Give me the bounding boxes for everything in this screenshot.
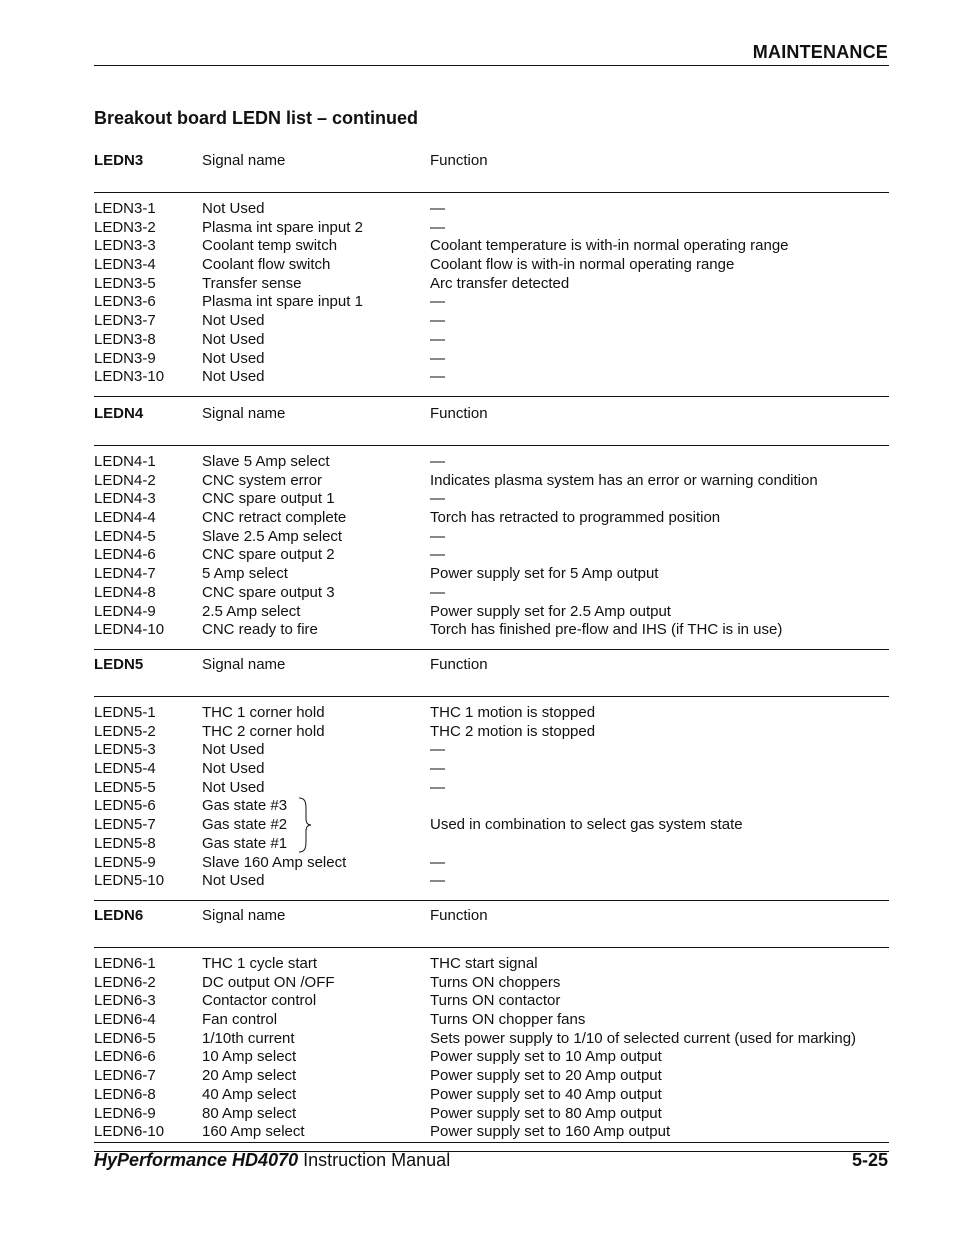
pin-cell: LEDN3-5 <box>94 274 156 292</box>
footer-title <box>94 1150 450 1171</box>
header-signal-name: Signal name <box>202 656 286 673</box>
table-row <box>94 256 889 275</box>
table-row <box>94 955 889 974</box>
signal-cell: 1/10th current <box>202 1029 295 1047</box>
signal-cell: Not Used <box>202 349 265 367</box>
signal-cell: CNC spare output 2 <box>202 546 335 564</box>
pin-cell: LEDN4-1 <box>94 453 156 470</box>
table-row <box>94 816 889 835</box>
table-row <box>94 453 889 472</box>
table-bottom-rule <box>94 396 889 397</box>
function-cell: — <box>430 200 445 217</box>
header-rule <box>94 65 889 66</box>
table-row <box>94 200 889 219</box>
function-cell: — <box>430 872 445 890</box>
table-row <box>94 1067 889 1086</box>
function-cell: Power supply set to 80 Amp output <box>430 1104 662 1122</box>
signal-cell: THC 1 corner hold <box>202 704 325 721</box>
function-cell: — <box>430 218 445 236</box>
signal-cell: Coolant temp switch <box>202 237 338 255</box>
function-cell: — <box>430 546 445 564</box>
table-row <box>94 368 889 387</box>
signal-cell: 20 Amp select <box>202 1067 297 1085</box>
table-row <box>94 219 889 238</box>
header-signal-name: Signal name <box>202 405 286 422</box>
table-ledn6 <box>94 901 889 1152</box>
signal-cell: Not Used <box>202 312 265 330</box>
function-cell: Indicates plasma system has an error or warning condition <box>430 471 818 489</box>
header-function: Function <box>430 907 488 924</box>
pin-cell: LEDN4-10 <box>94 621 165 639</box>
pin-cell: LEDN3-3 <box>94 237 156 255</box>
table-row <box>94 872 889 891</box>
signal-cell: CNC ready to fire <box>202 621 318 639</box>
function-cell: THC 2 motion is stopped <box>430 722 596 740</box>
signal-cell: Gas state #3 <box>202 797 288 815</box>
function-cell: — <box>430 349 445 367</box>
table-row <box>94 1123 889 1142</box>
function-cell: Power supply set to 10 Amp output <box>430 1048 662 1066</box>
pin-cell: LEDN6-4 <box>94 1011 156 1029</box>
table-row <box>94 974 889 993</box>
pin-cell: LEDN6-3 <box>94 992 156 1010</box>
pin-cell: LEDN5-2 <box>94 722 156 740</box>
signal-cell: CNC spare output 1 <box>202 490 335 508</box>
pin-cell: LEDN6-8 <box>94 1085 156 1103</box>
pin-cell: LEDN3-8 <box>94 330 156 348</box>
pin-cell: LEDN3-6 <box>94 293 156 311</box>
table-row <box>94 331 889 350</box>
table-row <box>94 779 889 798</box>
signal-cell: Plasma int spare input 1 <box>202 293 363 311</box>
pin-cell: LEDN4-3 <box>94 490 156 508</box>
signal-cell: Not Used <box>202 872 265 890</box>
function-cell: Power supply set to 20 Amp output <box>430 1067 662 1085</box>
table-row <box>94 854 889 873</box>
footer-manual: Instruction Manual <box>298 1150 451 1170</box>
page-number: 5-25 <box>851 1150 888 1170</box>
function-cell: — <box>430 312 445 330</box>
signal-cell: Slave 160 Amp select <box>202 853 347 871</box>
pin-cell: LEDN5-10 <box>94 872 165 890</box>
table-body <box>94 948 889 1142</box>
signal-cell: Not Used <box>202 330 265 348</box>
pin-cell: LEDN6-6 <box>94 1048 156 1066</box>
table-row <box>94 1105 889 1124</box>
pin-cell: LEDN5-9 <box>94 853 156 871</box>
pin-cell: LEDN5-8 <box>94 834 156 852</box>
table-row <box>94 472 889 491</box>
table-ledn3 <box>94 146 889 397</box>
header-connector: LEDN5 <box>94 656 144 673</box>
signal-cell: 10 Amp select <box>202 1048 297 1066</box>
function-cell: Torch has finished pre-flow and IHS (if THC is in use) <box>430 621 783 639</box>
header-connector: LEDN4 <box>94 405 144 422</box>
signal-cell: CNC system error <box>202 471 323 489</box>
table-row <box>94 584 889 603</box>
function-cell: — <box>430 330 445 348</box>
signal-cell: 5 Amp select <box>202 565 288 583</box>
pin-cell: LEDN6-10 <box>94 1123 165 1141</box>
footer-brand: HyPerformance HD4070 <box>94 1150 299 1170</box>
table-row <box>94 621 889 640</box>
signal-cell: THC 1 cycle start <box>202 955 318 972</box>
function-cell: Power supply set for 5 Amp output <box>430 565 659 583</box>
signal-cell: Coolant flow switch <box>202 256 331 274</box>
signal-cell: 80 Amp select <box>202 1104 297 1122</box>
function-cell: — <box>430 741 445 759</box>
function-cell: Turns ON chopper fans <box>430 1011 586 1029</box>
function-cell: — <box>430 453 445 470</box>
table-row <box>94 546 889 565</box>
table-row <box>94 704 889 723</box>
pin-cell: LEDN4-8 <box>94 583 156 601</box>
footer-rule <box>94 1142 889 1143</box>
signal-cell: DC output ON /OFF <box>202 973 335 991</box>
pin-cell: LEDN6-7 <box>94 1067 156 1085</box>
table-row <box>94 1030 889 1049</box>
function-cell: Arc transfer detected <box>430 274 570 292</box>
pin-cell: LEDN6-1 <box>94 955 156 972</box>
section-header: MAINTENANCE <box>752 42 888 62</box>
function-cell: THC 1 motion is stopped <box>430 704 596 721</box>
header-function: Function <box>430 405 488 422</box>
signal-cell: CNC spare output 3 <box>202 583 335 601</box>
table-row <box>94 603 889 622</box>
pin-cell: LEDN5-6 <box>94 797 156 815</box>
table-row <box>94 312 889 331</box>
pin-cell: LEDN3-9 <box>94 349 156 367</box>
table-row <box>94 1086 889 1105</box>
table-row <box>94 741 889 760</box>
signal-cell: 40 Amp select <box>202 1085 297 1103</box>
pin-cell: LEDN4-5 <box>94 527 156 545</box>
table-row <box>94 293 889 312</box>
table-row <box>94 509 889 528</box>
function-cell: — <box>430 853 445 871</box>
table-row <box>94 237 889 256</box>
header-signal-name: Signal name <box>202 907 286 924</box>
pin-cell: LEDN4-2 <box>94 471 156 489</box>
pin-cell: LEDN5-3 <box>94 741 156 759</box>
header-function: Function <box>430 152 488 169</box>
signal-cell: Not Used <box>202 760 265 778</box>
pin-cell: LEDN6-5 <box>94 1029 156 1047</box>
function-cell: — <box>430 583 445 601</box>
function-cell: Power supply set to 160 Amp output <box>430 1123 671 1141</box>
signal-cell: 160 Amp select <box>202 1123 305 1141</box>
function-cell: — <box>430 778 445 796</box>
signal-cell: Transfer sense <box>202 274 302 292</box>
pin-cell: LEDN3-1 <box>94 200 156 217</box>
table-row <box>94 1011 889 1030</box>
signal-cell: Gas state #2 <box>202 816 288 834</box>
signal-cell: Gas state #1 <box>202 834 288 852</box>
table-body <box>94 193 889 387</box>
signal-cell: Fan control <box>202 1011 278 1029</box>
signal-cell: 2.5 Amp select <box>202 602 301 620</box>
pin-cell: LEDN5-5 <box>94 778 156 796</box>
table-row <box>94 835 889 854</box>
table-body <box>94 697 889 891</box>
header-signal-name: Signal name <box>202 152 286 169</box>
function-cell: — <box>430 527 445 545</box>
pin-cell: LEDN4-7 <box>94 565 156 583</box>
table-header <box>94 399 889 445</box>
table-row <box>94 490 889 509</box>
function-cell: — <box>430 368 445 386</box>
function-cell: — <box>430 490 445 508</box>
table-row <box>94 350 889 369</box>
table-header <box>94 146 889 192</box>
signal-cell: THC 2 corner hold <box>202 722 325 740</box>
pin-cell: LEDN3-10 <box>94 368 165 386</box>
header-connector: LEDN6 <box>94 907 144 924</box>
table-ledn5 <box>94 650 889 901</box>
header-connector: LEDN3 <box>94 152 144 169</box>
table-row <box>94 275 889 294</box>
function-cell: Power supply set to 40 Amp output <box>430 1085 662 1103</box>
table-row <box>94 565 889 584</box>
function-cell: Used in combination to select gas system state <box>430 816 743 834</box>
table-ledn4 <box>94 399 889 650</box>
function-cell: Turns ON choppers <box>430 973 561 991</box>
pin-cell: LEDN3-2 <box>94 218 156 236</box>
function-cell: Turns ON contactor <box>430 992 561 1010</box>
table-body <box>94 446 889 640</box>
table-row <box>94 992 889 1011</box>
pin-cell: LEDN5-1 <box>94 704 156 721</box>
table-row <box>94 723 889 742</box>
pin-cell: LEDN5-7 <box>94 816 156 834</box>
signal-cell: Slave 2.5 Amp select <box>202 527 343 545</box>
pin-cell: LEDN5-4 <box>94 760 156 778</box>
function-cell: Sets power supply to 1/10 of selected current (used for marking) <box>430 1029 857 1047</box>
function-cell: Power supply set for 2.5 Amp output <box>430 602 671 620</box>
pin-cell: LEDN3-4 <box>94 256 156 274</box>
table-header <box>94 650 889 696</box>
page-title: Breakout board LEDN list – continued <box>94 108 419 128</box>
pin-cell: LEDN6-9 <box>94 1104 156 1122</box>
table-row <box>94 760 889 779</box>
pin-cell: LEDN4-6 <box>94 546 156 564</box>
pin-cell: LEDN4-4 <box>94 509 156 527</box>
signal-cell: Plasma int spare input 2 <box>202 218 363 236</box>
table-header <box>94 901 889 947</box>
function-cell: Coolant flow is with-in normal operating range <box>430 256 735 274</box>
table-row <box>94 797 889 816</box>
pin-cell: LEDN6-2 <box>94 973 156 991</box>
function-cell: — <box>430 293 445 311</box>
signal-cell: Not Used <box>202 778 265 796</box>
function-cell: — <box>430 760 445 778</box>
signal-cell: Not Used <box>202 200 265 217</box>
signal-cell: CNC retract complete <box>202 509 347 527</box>
signal-cell: Slave 5 Amp select <box>202 453 330 470</box>
function-cell: Torch has retracted to programmed position <box>430 509 721 527</box>
pin-cell: LEDN4-9 <box>94 602 156 620</box>
table-row <box>94 528 889 547</box>
function-cell: THC start signal <box>430 955 538 972</box>
signal-cell: Not Used <box>202 741 265 759</box>
signal-cell: Not Used <box>202 368 265 386</box>
signal-cell: Contactor control <box>202 992 317 1010</box>
function-cell: Coolant temperature is with-in normal operating range <box>430 237 789 255</box>
header-function: Function <box>430 656 488 673</box>
pin-cell: LEDN3-7 <box>94 312 156 330</box>
table-row <box>94 1048 889 1067</box>
